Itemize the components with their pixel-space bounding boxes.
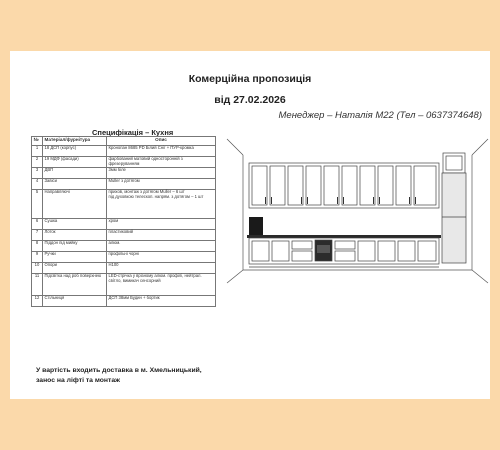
footer-line-1: У вартість входить доставка в м. Хмельницький, [36, 367, 202, 374]
row-desc: 3мм біле [107, 168, 216, 179]
upper-cabinets [249, 163, 439, 208]
table-row [32, 241, 216, 252]
row-num: 11 [32, 274, 43, 296]
row-num: 3 [32, 168, 43, 179]
row-num: 12 [32, 296, 43, 307]
row-num: 5 [32, 190, 43, 219]
table-row [32, 230, 216, 241]
fridge-column [442, 153, 466, 263]
countertop [247, 235, 441, 238]
row-desc: хром [107, 219, 216, 230]
row-desc: фарбований матовий односторонній з фрезеруванням [107, 157, 216, 168]
row-desc: Кронопан 8685 PD Білий Сніг + ПУР-кромка [107, 146, 216, 157]
table-row [32, 146, 216, 157]
row-num: 1 [32, 146, 43, 157]
row-material: Піддон під мийку [43, 241, 107, 252]
row-desc: Н100 [107, 263, 216, 274]
row-material: Стільниця [43, 296, 107, 307]
table-row [32, 252, 216, 263]
row-desc: пластиковий [107, 230, 216, 241]
row-num: 8 [32, 241, 43, 252]
row-desc: профільні чорні [107, 252, 216, 263]
table-row [32, 168, 216, 179]
row-material: Завіси [43, 179, 107, 190]
row-desc: алюм. [107, 241, 216, 252]
row-desc: ДСП 38мм Будин + бортик [107, 296, 216, 307]
table-row [32, 190, 216, 219]
row-material: Лоток [43, 230, 107, 241]
row-desc: LED-стрічка у врізному алюм. профілі, нейтрал. світло, вимикач сенсорний [107, 274, 216, 296]
row-desc: Muller з дотягом [107, 179, 216, 190]
row-material: 19 МДФ (фасади) [43, 157, 107, 168]
table-row [32, 274, 216, 296]
table-row [32, 219, 216, 230]
row-num: 7 [32, 230, 43, 241]
table-row [32, 296, 216, 307]
row-material: Опори [43, 263, 107, 274]
row-num: 10 [32, 263, 43, 274]
row-material: ДВП [43, 168, 107, 179]
row-material: Підсвітка над роб поверхнею [43, 274, 107, 296]
kitchen-drawing [225, 137, 490, 285]
document-date: від 27.02.2026 [214, 94, 286, 106]
document-title: Комерційна пропозиція [188, 73, 312, 85]
table-row [32, 157, 216, 168]
row-num: 9 [32, 252, 43, 263]
black-panel [249, 217, 263, 237]
spec-table [31, 136, 216, 307]
row-num: 2 [32, 157, 43, 168]
row-material: 18 ДСП (корпус) [43, 146, 107, 157]
lower-cabinets [249, 238, 439, 264]
col-header-material: Матеріал/фурнітура [43, 137, 107, 146]
col-header-desc: Опис [107, 137, 216, 146]
footer-line-2: занос на ліфті та монтаж [36, 376, 120, 384]
row-material: Ручки [43, 252, 107, 263]
footer-note [36, 366, 202, 385]
table-row [32, 263, 216, 274]
row-num: 4 [32, 179, 43, 190]
row-desc: прихов, монтаж з дотягом Muller – 6 шт під духовкою телескоп. напрям. з дотягом – 1 шт [107, 190, 216, 219]
row-material: Направляючі [43, 190, 107, 219]
manager-contact: Менеджер – Наталія М22 (Тел – 0637374648) [278, 110, 482, 121]
col-header-num: № [32, 137, 43, 146]
row-num: 6 [32, 219, 43, 230]
proposal-sheet [10, 51, 490, 399]
row-material: Сушка [43, 219, 107, 230]
table-row [32, 179, 216, 190]
spec-title: Специфікація – Кухня [92, 128, 174, 137]
